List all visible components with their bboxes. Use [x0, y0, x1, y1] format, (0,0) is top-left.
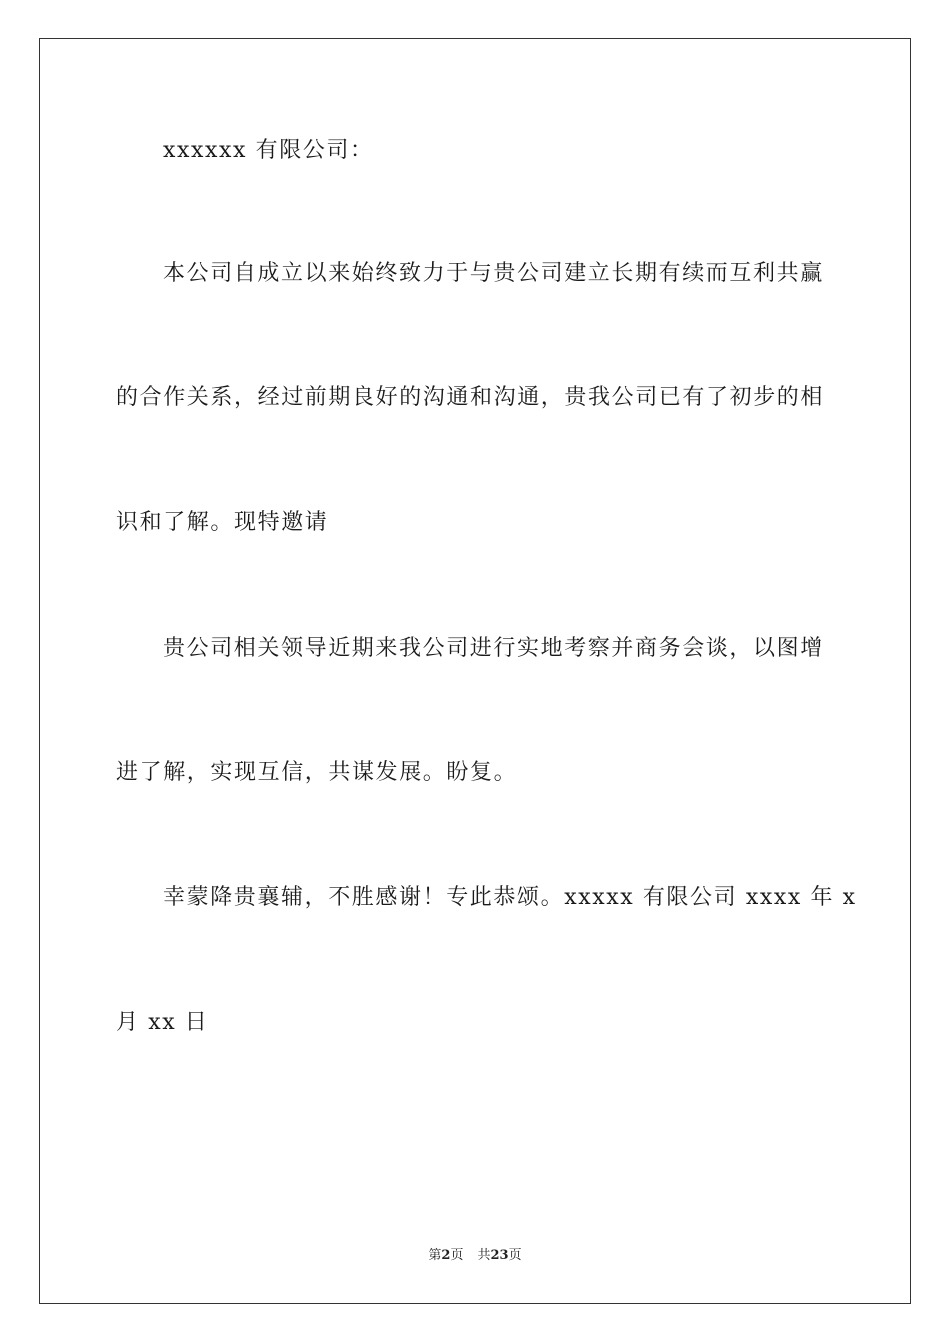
page-border	[39, 38, 911, 1304]
footer-total-suffix: 页	[508, 1248, 522, 1263]
footer-total-prefix: 共	[477, 1248, 491, 1263]
paragraph-3-line-2: 月 xx 日	[116, 1010, 209, 1035]
footer-page-suffix: 页	[450, 1248, 464, 1263]
paragraph-1-line-2: 的合作关系，经过前期良好的沟通和沟通，贵我公司已有了初步的相	[116, 385, 825, 410]
footer-page-prefix: 第	[428, 1248, 442, 1263]
paragraph-2-line-1: 贵公司相关领导近期来我公司进行实地考察并商务会谈，以图增	[163, 636, 824, 661]
page-footer	[0, 1246, 950, 1266]
footer-total-pages: 23	[490, 1248, 509, 1263]
paragraph-1-line-1: 本公司自成立以来始终致力于与贵公司建立长期有续而互利共赢	[163, 261, 824, 286]
footer-page-number: 2	[441, 1248, 451, 1263]
paragraph-2-line-2: 进了解，实现互信，共谋发展。盼复。	[116, 760, 518, 785]
salutation: xxxxxx 有限公司：	[163, 138, 374, 163]
paragraph-1-line-3: 识和了解。现特邀请	[116, 510, 329, 535]
paragraph-3-line-1: 幸蒙降贵襄辅，不胜感谢！专此恭颂。xxxxx 有限公司 xxxx 年 x	[163, 885, 857, 910]
